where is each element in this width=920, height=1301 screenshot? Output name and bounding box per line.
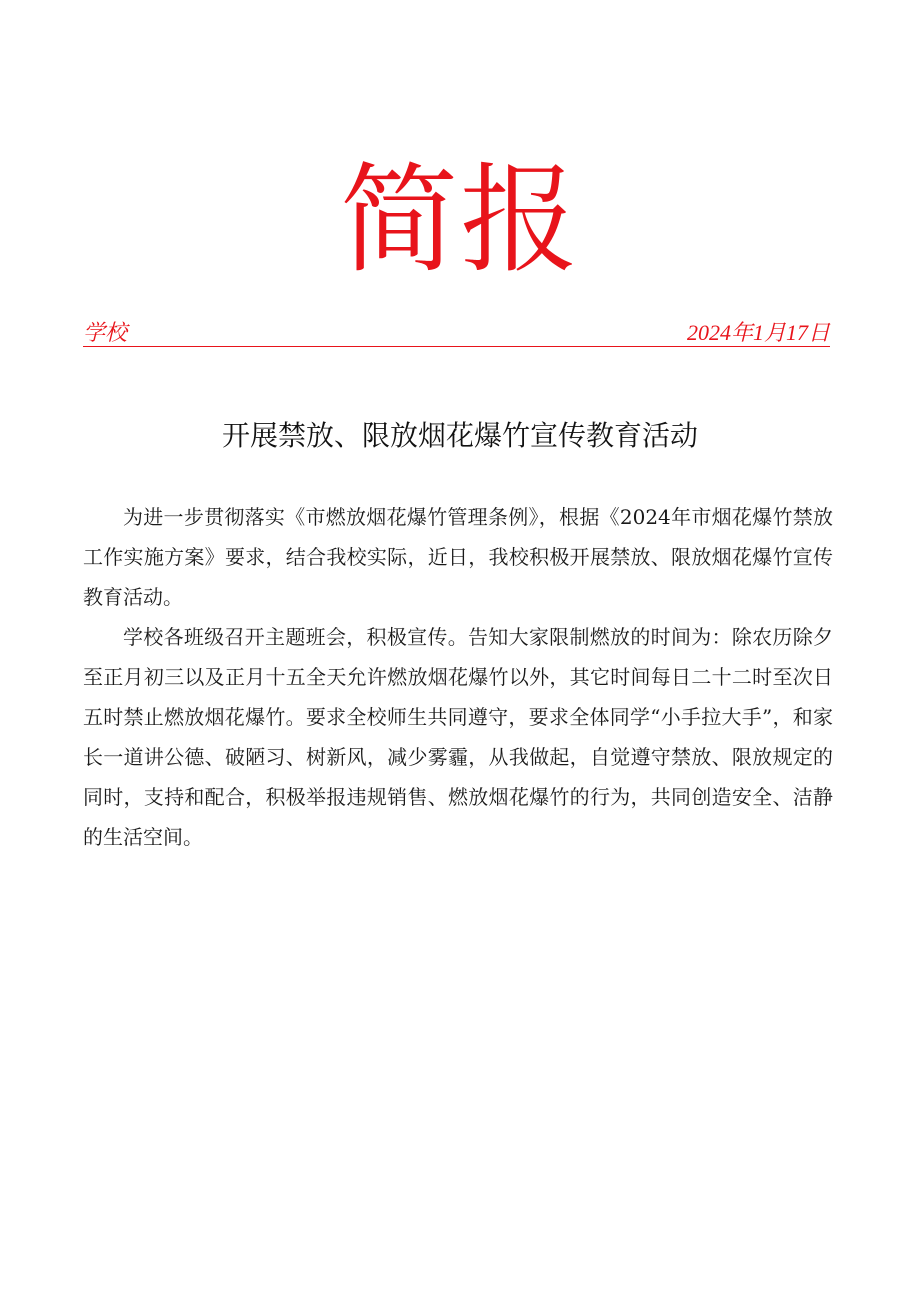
issue-date: 2024年1月17日	[686, 320, 830, 345]
article-paragraph: 学校各班级召开主题班会，积极宣传。告知大家限制燃放的时间为：除农历除夕至正月初三以及正月十五全天允许燃放烟花爆竹以外，其它时间每日二十二时至次日五时禁止燃放烟花爆竹。要求全校师生共同遵守，要求全体同学“小手拉大手”，和家长一道讲公德、破陋习、树新风，减少雾霾，从我做起，自觉遵守禁放、限放规定的同时，支持和配合，积极举报违规销售、燃放烟花爆竹的行为，共同创造安全、洁静的生活空间。	[83, 625, 833, 849]
article-paragraph: 为进一步贯彻落实《市燃放烟花爆竹管理条例》，根据《2024年市烟花爆竹禁放工作实施方案》要求，结合我校实际，近日，我校积极开展禁放、限放烟花爆竹宣传教育活动。	[83, 505, 833, 609]
issuing-organization: 学校	[83, 320, 128, 345]
article-title: 开展禁放、限放烟花爆竹宣传教育活动	[221, 419, 698, 452]
masthead-title: 简报	[339, 151, 580, 289]
issue-line	[83, 318, 830, 347]
article-body	[83, 497, 833, 857]
